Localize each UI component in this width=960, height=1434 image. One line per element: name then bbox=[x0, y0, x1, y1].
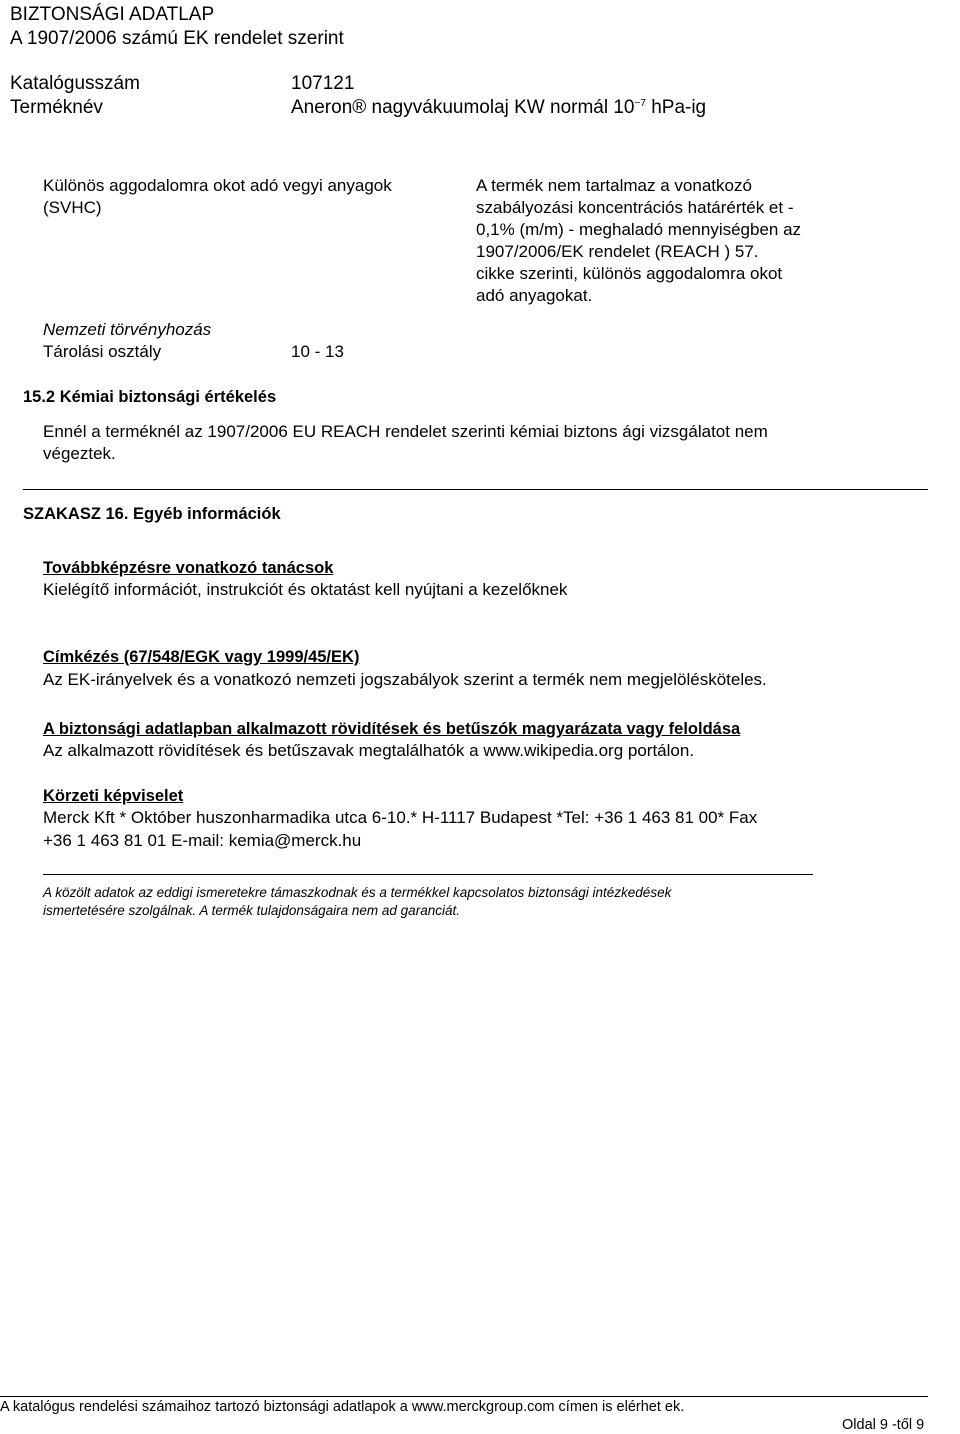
page-number: Oldal 9 -től 9 bbox=[842, 1417, 925, 1433]
training-heading: Továbbképzésre vonatkozó tanácsok bbox=[43, 559, 334, 577]
training-text: Kielégítő információt, instrukciót és oktatást kell nyújtani a kezelőknek bbox=[43, 580, 568, 599]
product-value-tail: hPa-ig bbox=[645, 97, 707, 118]
svhc-text-line: szabályozási koncentrációs határérték et - bbox=[476, 198, 794, 217]
document-subtitle: A 1907/2006 számú EK rendelet szerint bbox=[10, 28, 344, 49]
representative-heading: Körzeti képviselet bbox=[43, 787, 184, 805]
section-16-heading: SZAKASZ 16. Egyéb információk bbox=[23, 505, 281, 523]
document-title: BIZTONSÁGI ADATLAP bbox=[10, 4, 215, 25]
disclaimer-divider bbox=[43, 874, 813, 875]
section-15-2-heading: 15.2 Kémiai biztonsági értékelés bbox=[23, 388, 277, 406]
representative-line2: +36 1 463 81 01 E-mail: kemia@merck.hu bbox=[43, 831, 362, 850]
product-value-main: Aneron® nagyvákuumolaj KW normál 10 bbox=[291, 97, 635, 118]
svhc-text-line: A termék nem tartalmaz a vonatkozó bbox=[476, 176, 752, 195]
footer-text: A katalógus rendelési számaihoz tartozó biztonsági adatlapok a www.merckgroup.com címen is elérhet ek. bbox=[0, 1399, 685, 1415]
svhc-text-line: 0,1% (m/m) - meghaladó mennyiségben az bbox=[476, 220, 802, 239]
national-legislation-heading: Nemzeti törvényhozás bbox=[43, 320, 212, 339]
labelling-heading: Címkézés (67/548/EGK vagy 1999/45/EK) bbox=[43, 648, 360, 666]
storage-class-label: Tárolási osztály bbox=[43, 342, 162, 361]
disclaimer-line1: A közölt adatok az eddigi ismeretekre támaszkodnak és a termékkel kapcsolatos biztonsági intézkedések bbox=[43, 885, 672, 900]
section-divider bbox=[23, 489, 928, 490]
svhc-text-line: 1907/2006/EK rendelet (REACH ) 57. bbox=[476, 242, 759, 261]
section-15-2-text-line2: végeztek. bbox=[43, 444, 116, 463]
section-15-2-text-line1: Ennél a terméknél az 1907/2006 EU REACH rendelet szerinti kémiai biztons ági vizsgálatot nem bbox=[43, 422, 768, 441]
catalog-label: Katalógusszám bbox=[10, 73, 140, 94]
representative-line1: Merck Kft * Október huszonharmadika utca 6-10.* H-1117 Budapest *Tel: +36 1 463 81 00* Fax bbox=[43, 808, 758, 827]
storage-class-value: 10 - 13 bbox=[291, 342, 344, 361]
product-value bbox=[291, 97, 706, 119]
product-label: Terméknév bbox=[10, 97, 103, 118]
footer-divider bbox=[0, 1396, 928, 1397]
svhc-label-line2: (SVHC) bbox=[43, 198, 102, 217]
labelling-text: Az EK-irányelvek és a vonatkozó nemzeti jogszabályok szerint a termék nem megjelölésköteles. bbox=[43, 670, 767, 689]
svhc-label-line1: Különös aggodalomra okot adó vegyi anyagok bbox=[43, 176, 392, 195]
svhc-text-line: adó anyagokat. bbox=[476, 286, 593, 305]
catalog-value: 107121 bbox=[291, 73, 355, 94]
product-value-exponent: −7 bbox=[634, 98, 646, 109]
disclaimer-line2: ismertetésére szolgálnak. A termék tulajdonságaira nem ad garanciát. bbox=[43, 903, 460, 918]
abbreviations-heading: A biztonsági adatlapban alkalmazott rövidítések és betűszók magyarázata vagy feloldása bbox=[43, 720, 741, 738]
abbreviations-text: Az alkalmazott rövidítések és betűszavak megtalálhatók a www.wikipedia.org portálon. bbox=[43, 741, 695, 760]
svhc-text-line: cikke szerinti, különös aggodalomra okot bbox=[476, 264, 783, 283]
